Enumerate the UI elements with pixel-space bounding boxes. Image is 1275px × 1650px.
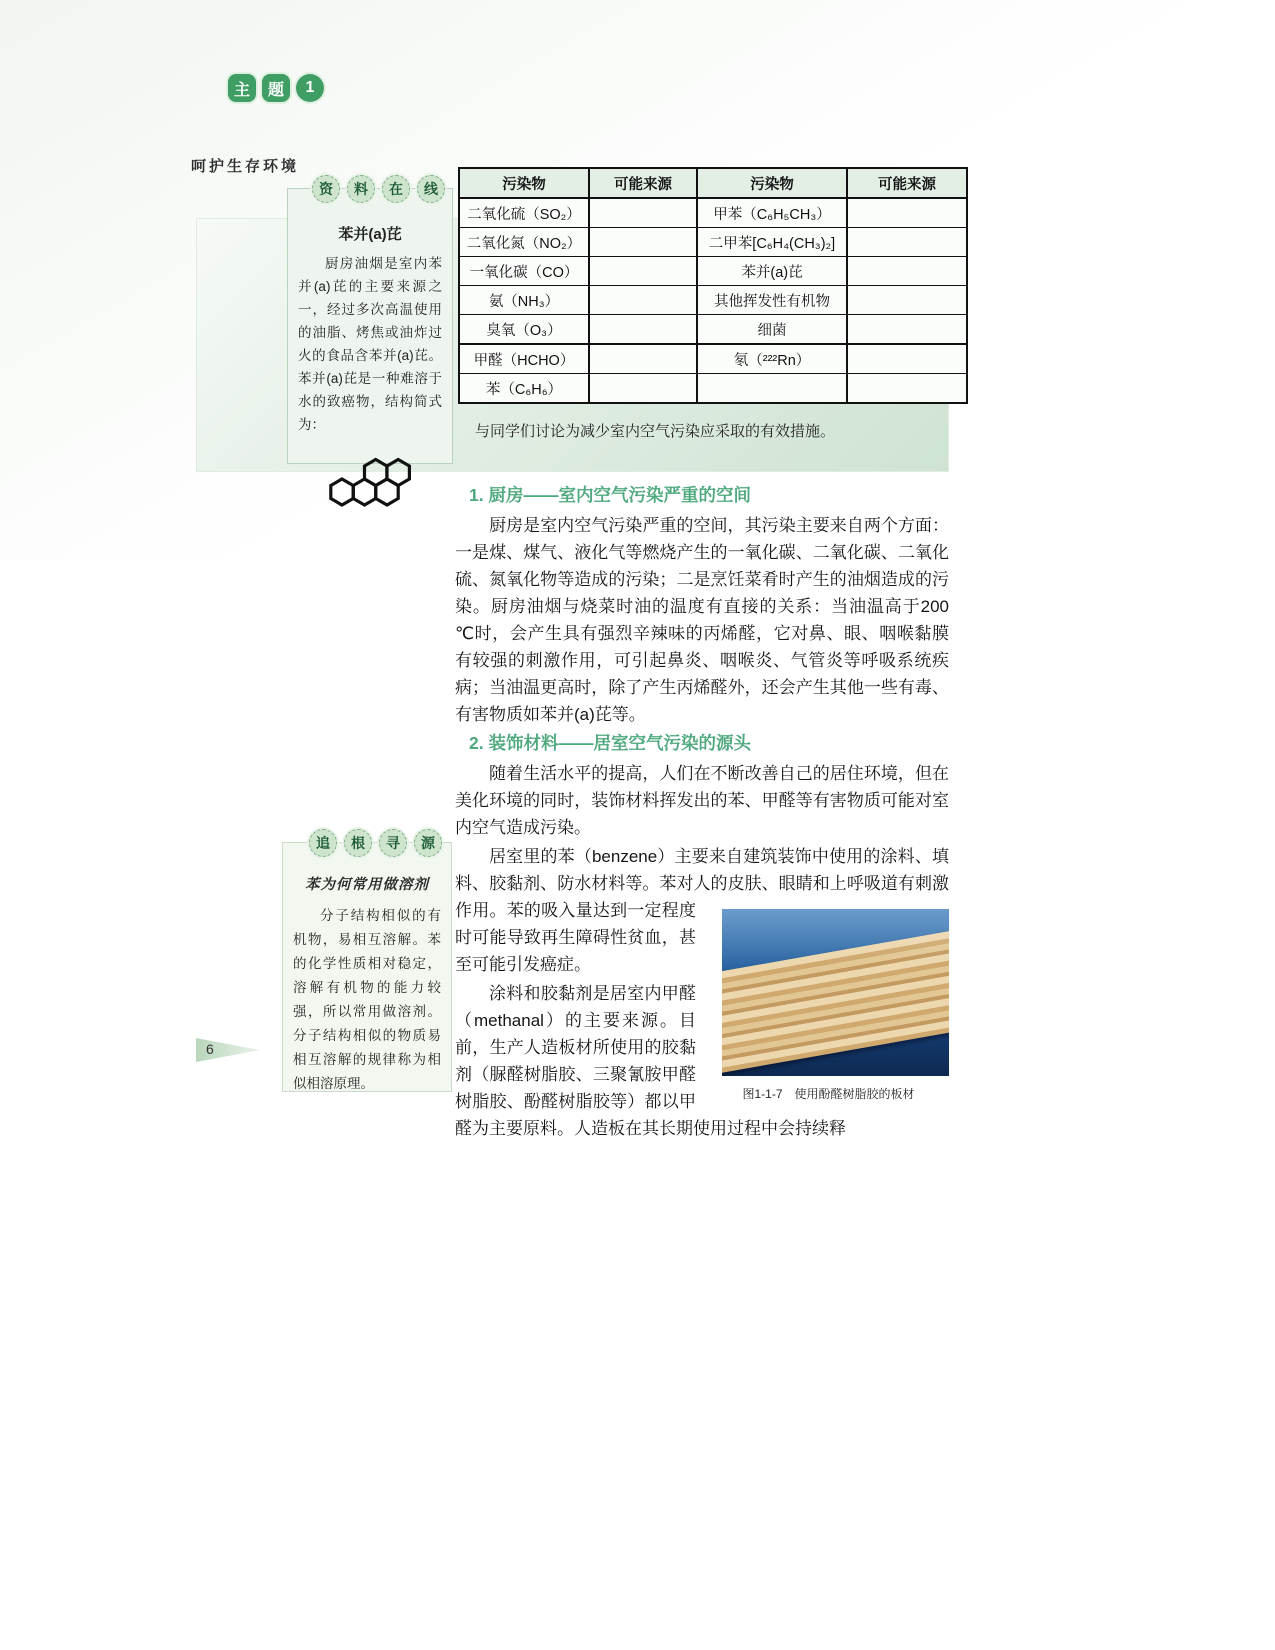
badge-char: 线 xyxy=(417,175,445,203)
root-card xyxy=(282,835,452,1092)
table-header-row xyxy=(459,168,967,198)
topic-subtitle: 呵护生存环境 xyxy=(191,158,300,175)
resource-card-badge xyxy=(312,175,445,203)
topic-badge-2: 题 xyxy=(262,74,290,102)
source-cell xyxy=(589,344,697,374)
pollutant-cell: 臭氧（O₃） xyxy=(459,315,589,345)
source-cell xyxy=(589,286,697,315)
wrapped-text-block xyxy=(455,843,949,1142)
table-row xyxy=(459,257,967,286)
badge-char: 根 xyxy=(344,829,372,857)
figure-plywood xyxy=(708,909,949,1108)
badge-char: 资 xyxy=(312,175,340,203)
paragraph: 厨房是室内空气污染严重的空间，其污染主要来自两个方面：一是煤、煤气、液化气等燃烧产生的一氧化碳、二氧化碳、二氧化硫、氮氧化物等造成的污染；二是烹饪菜肴时产生的油烟造成的污染。厨房油烟与烧菜时油的温度有直接的关系：当油温高于200 ℃时，会产生具有强烈辛辣味的丙烯醛，它对鼻、眼、咽喉黏膜有较强的刺激作用，可引起鼻炎、咽喉炎、气管炎等呼吸系统疾病；当油温更高时，除了产生丙烯醛外，还会产生其他一些有毒、有害物质如苯并(a)芘等。 xyxy=(455,516,949,724)
pollutant-cell: 氨（NH₃） xyxy=(459,286,589,315)
resource-card-title: 苯并(a)芘 xyxy=(338,226,402,243)
pollutant-cell: 氡（²²²Rn） xyxy=(697,344,847,374)
topic-badge-1: 主 xyxy=(228,74,256,102)
col-header: 可能来源 xyxy=(847,168,967,198)
badge-char: 追 xyxy=(309,829,337,857)
plywood-photo xyxy=(722,909,949,1076)
pollutant-cell: 二甲苯[C₆H₄(CH₃)₂] xyxy=(697,228,847,257)
benzoapyrene-structure-icon xyxy=(288,440,452,508)
source-cell xyxy=(847,228,967,257)
page-number: 6 xyxy=(206,1041,214,1057)
page-number-area xyxy=(196,1038,260,1062)
source-cell xyxy=(589,228,697,257)
section-heading-2: 2. 装饰材料——居室空气污染的源头 xyxy=(469,733,751,753)
topic-header xyxy=(228,74,324,102)
pollutant-cell: 甲醛（HCHO） xyxy=(459,344,589,374)
source-cell xyxy=(847,315,967,345)
badge-char: 源 xyxy=(414,829,442,857)
source-cell xyxy=(847,198,967,228)
source-cell xyxy=(589,374,697,404)
col-header: 污染物 xyxy=(697,168,847,198)
pollutant-cell: 二氧化氮（NO₂） xyxy=(459,228,589,257)
pollutant-cell: 二氧化硫（SO₂） xyxy=(459,198,589,228)
source-cell xyxy=(847,257,967,286)
pollutant-cell: 甲苯（C₆H₅CH₃） xyxy=(697,198,847,228)
main-text-column xyxy=(455,482,949,1144)
source-cell xyxy=(847,344,967,374)
root-card-badge xyxy=(309,829,442,857)
pollutant-cell: 苯并(a)芘 xyxy=(697,257,847,286)
pollutant-table xyxy=(458,167,968,404)
pollutant-cell: 其他挥发性有机物 xyxy=(697,286,847,315)
paragraph: 涂料和胶黏剂是居室内甲醛（methanal）的主要来源。目前，生产人造板材所使用的胶黏剂（脲醛树脂胶、三聚氰胺甲醛树脂胶、酚醛树脂胶等）都以甲醛为主要原料。人造板在其长期使用过程中会持续释 xyxy=(455,984,846,1138)
badge-char: 料 xyxy=(347,175,375,203)
col-header: 污染物 xyxy=(459,168,589,198)
pollutant-cell xyxy=(697,374,847,404)
photo-glare xyxy=(722,909,949,966)
paragraph: 随着生活水平的提高，人们在不断改善自己的居住环境，但在美化环境的同时，装饰材料挥发出的苯、甲醛等有害物质可能对室内空气造成污染。 xyxy=(455,764,949,837)
table-row xyxy=(459,374,967,404)
table-row xyxy=(459,344,967,374)
figure-spacer xyxy=(949,843,950,909)
col-header: 可能来源 xyxy=(589,168,697,198)
source-cell xyxy=(589,198,697,228)
topic-number-badge: 1 xyxy=(296,74,324,102)
table-row xyxy=(459,315,967,345)
resource-card-body: 厨房油烟是室内苯并(a)芘的主要来源之一，经过多次高温使用的油脂、烤焦或油炸过火的食品含苯并(a)芘。苯并(a)芘是一种难溶于水的致癌物，结构简式为： xyxy=(298,256,442,432)
source-cell xyxy=(589,315,697,345)
section-heading-1: 1. 厨房——室内空气污染严重的空间 xyxy=(469,485,751,505)
table-row xyxy=(459,198,967,228)
figure-caption: 图1-1-7 使用酚醛树脂胶的板材 xyxy=(742,1087,915,1101)
pollutant-cell: 细菌 xyxy=(697,315,847,345)
resource-card xyxy=(287,181,453,464)
root-card-title: 苯为何常用做溶剂 xyxy=(305,877,429,893)
table-row xyxy=(459,228,967,257)
table-row xyxy=(459,286,967,315)
root-card-body: 分子结构相似的有机物，易相互溶解。苯的化学性质相对稳定，溶解有机物的能力较强，所以常用做溶剂。分子结构相似的物质易相互溶解的规律称为相似相溶原理。 xyxy=(293,908,441,1091)
source-cell xyxy=(847,286,967,315)
badge-char: 在 xyxy=(382,175,410,203)
source-cell xyxy=(847,374,967,404)
pollutant-cell: 苯（C₆H₆） xyxy=(459,374,589,404)
pollutant-cell: 一氧化碳（CO） xyxy=(459,257,589,286)
discussion-note: 与同学们讨论为减少室内空气污染应采取的有效措施。 xyxy=(475,423,836,440)
badge-char: 寻 xyxy=(379,829,407,857)
source-cell xyxy=(589,257,697,286)
paragraph: 居室里的苯（benzene）主要来自建筑装饰中使用的涂料、填料、胶黏剂、防水材料等。苯对人的皮肤、眼睛和上呼吸道有刺激作用。苯的吸入量达到一定程度时可能导致再生障碍性贫血，甚至可能引发癌症。 xyxy=(455,847,949,974)
